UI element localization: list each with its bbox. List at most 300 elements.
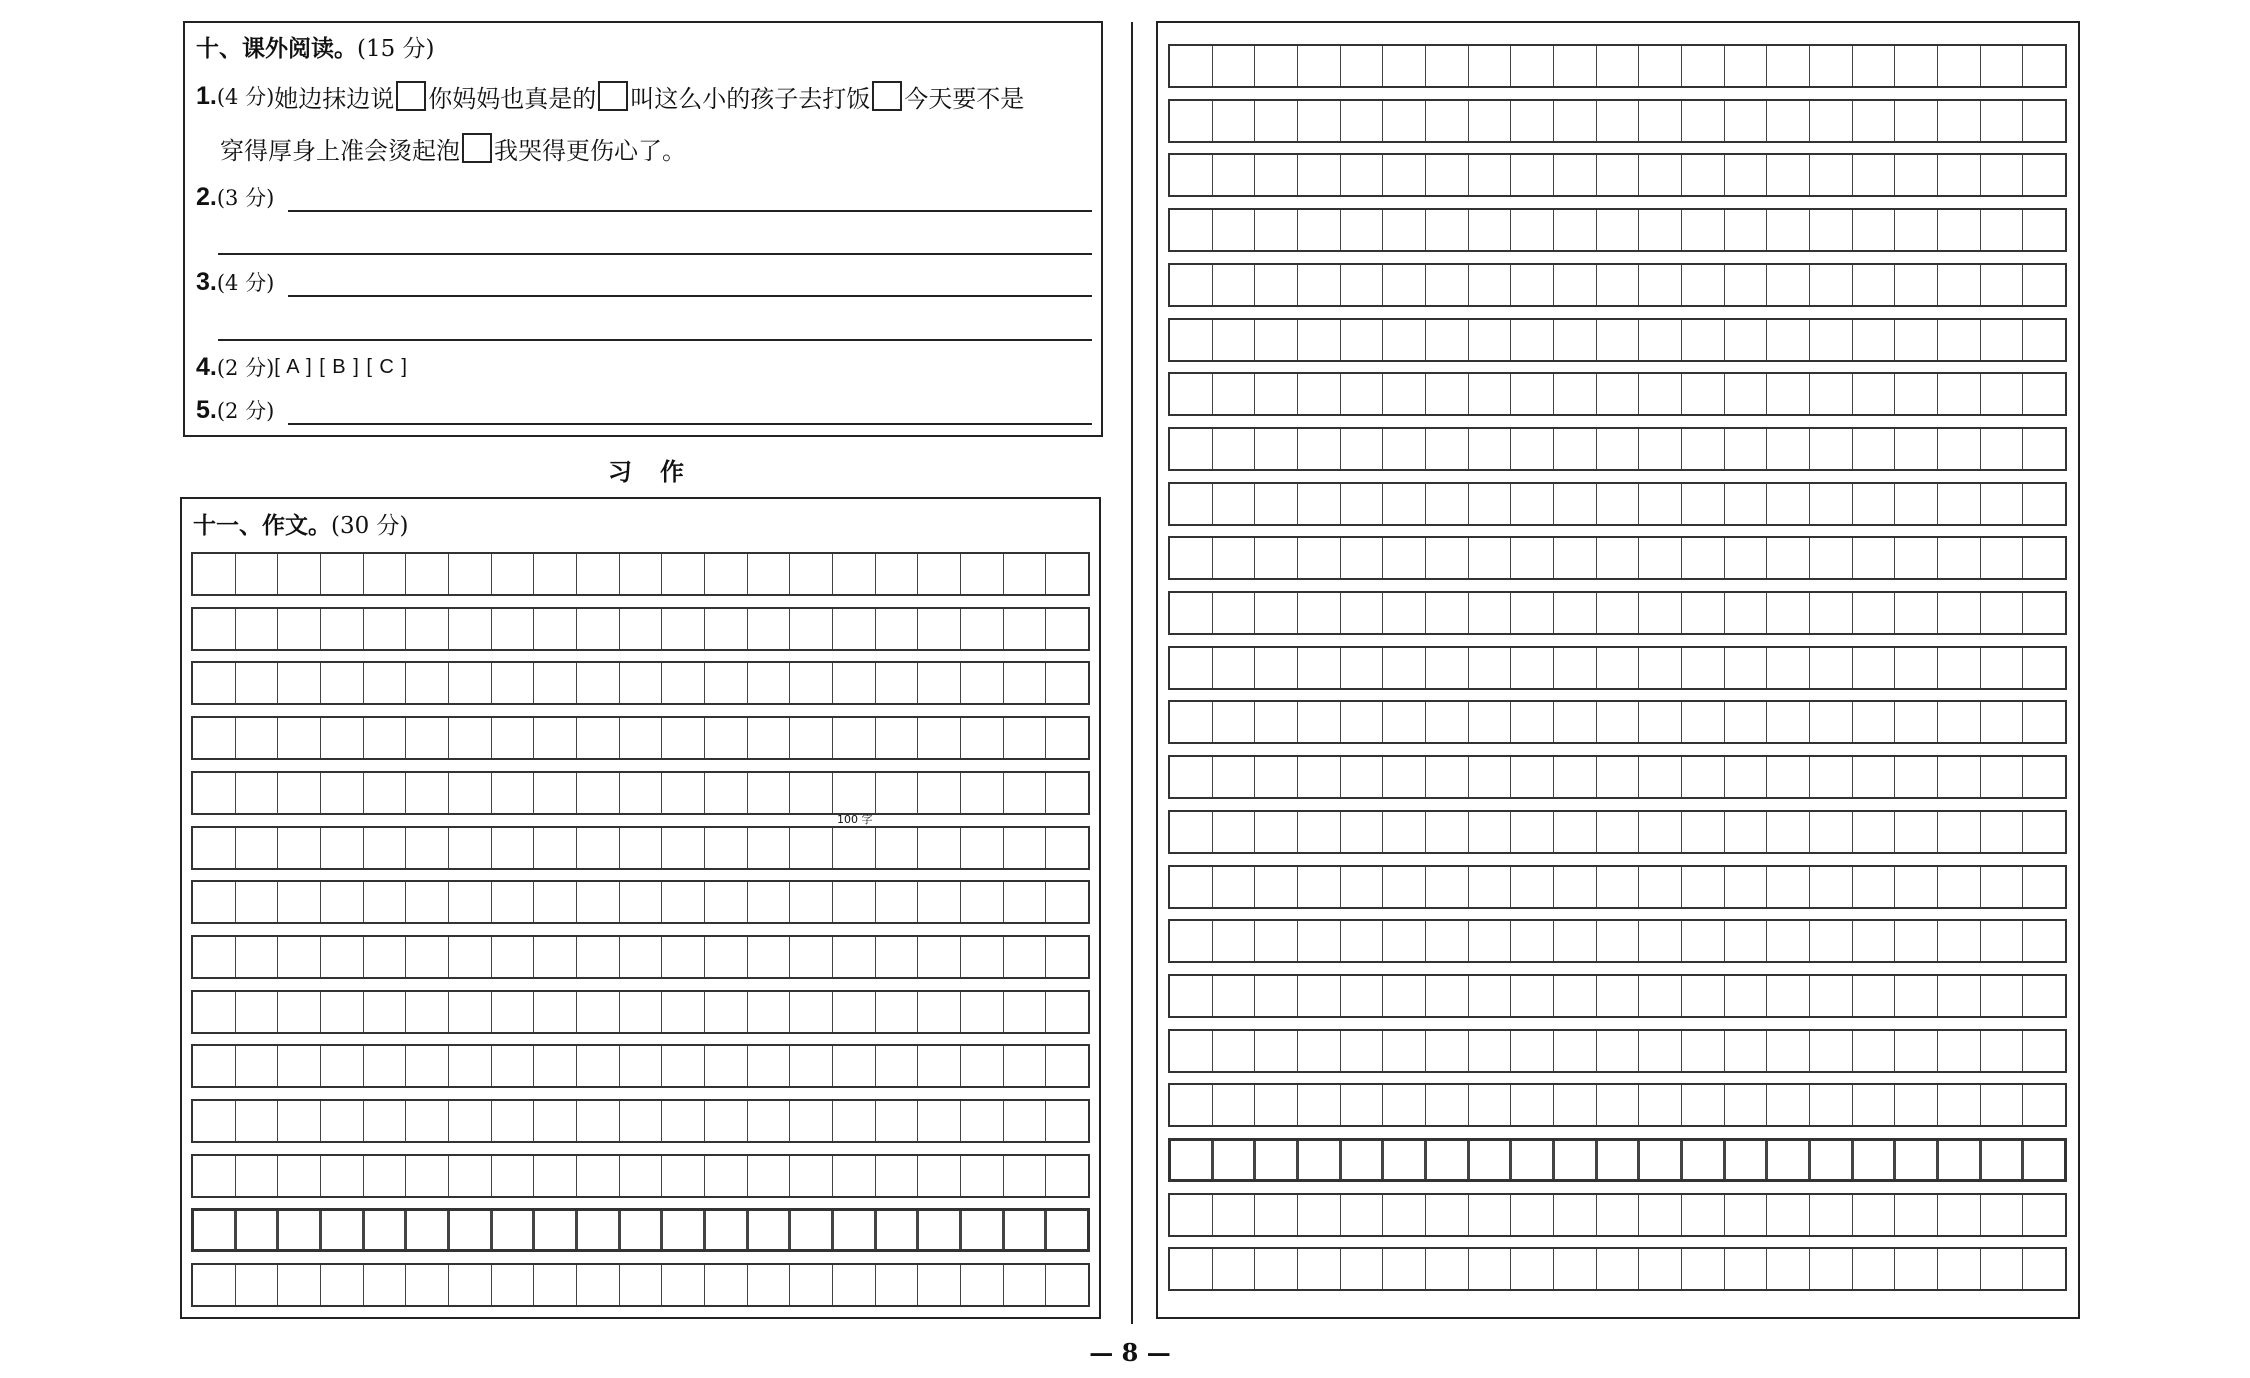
- grid-cell[interactable]: [1213, 1085, 1256, 1125]
- grid-cell[interactable]: [1895, 429, 1938, 469]
- grid-cell[interactable]: [2023, 46, 2065, 86]
- grid-cell[interactable]: [961, 554, 1004, 594]
- grid-cell[interactable]: [1469, 46, 1512, 86]
- grid-cell[interactable]: [1383, 921, 1426, 961]
- grid-cell[interactable]: [1895, 867, 1938, 907]
- grid-cell[interactable]: [1341, 320, 1384, 360]
- grid-cell[interactable]: [1981, 265, 2024, 305]
- grid-cell[interactable]: [790, 1156, 833, 1196]
- grid-cell[interactable]: [1470, 1141, 1513, 1179]
- punctuation-blank-1[interactable]: [396, 81, 426, 111]
- grid-cell[interactable]: [1895, 320, 1938, 360]
- grid-cell[interactable]: [1767, 1195, 1810, 1235]
- grid-cell[interactable]: [1725, 757, 1768, 797]
- grid-cell[interactable]: [364, 663, 407, 703]
- grid-cell[interactable]: [364, 1101, 407, 1141]
- grid-cell[interactable]: [749, 1211, 792, 1249]
- grid-cell[interactable]: [961, 773, 1004, 813]
- grid-cell[interactable]: [1725, 867, 1768, 907]
- grid-cell[interactable]: [1341, 484, 1384, 524]
- grid-cell[interactable]: [493, 1211, 536, 1249]
- grid-cell[interactable]: [1810, 265, 1853, 305]
- grid-cell[interactable]: [1341, 1085, 1384, 1125]
- grid-cell[interactable]: [1170, 210, 1213, 250]
- grid-cell[interactable]: [1341, 921, 1384, 961]
- grid-cell[interactable]: [790, 992, 833, 1032]
- grid-cell[interactable]: [1469, 976, 1512, 1016]
- grid-cell[interactable]: [1469, 429, 1512, 469]
- grid-cell[interactable]: [919, 1211, 962, 1249]
- grid-cell[interactable]: [278, 1101, 321, 1141]
- grid-cell[interactable]: [1004, 609, 1047, 649]
- grid-cell[interactable]: [1170, 484, 1213, 524]
- grid-cell[interactable]: [1426, 265, 1469, 305]
- grid-cell[interactable]: [1554, 210, 1597, 250]
- grid-cell[interactable]: [1298, 648, 1341, 688]
- grid-row[interactable]: [1168, 755, 2067, 799]
- grid-cell[interactable]: [705, 773, 748, 813]
- grid-cell[interactable]: [1554, 46, 1597, 86]
- grid-cell[interactable]: [1767, 702, 1810, 742]
- grid-cell[interactable]: [1853, 1085, 1896, 1125]
- grid-cell[interactable]: [1639, 976, 1682, 1016]
- grid-cell[interactable]: [449, 554, 492, 594]
- grid-cell[interactable]: [1683, 1141, 1726, 1179]
- grid-cell[interactable]: [1511, 1031, 1554, 1071]
- grid-row[interactable]: [191, 552, 1090, 596]
- grid-cell[interactable]: [1255, 1085, 1298, 1125]
- grid-cell[interactable]: [918, 609, 961, 649]
- grid-cell[interactable]: [790, 937, 833, 977]
- grid-cell[interactable]: [1639, 46, 1682, 86]
- grid-cell[interactable]: [748, 1156, 791, 1196]
- grid-cell[interactable]: [1170, 1249, 1213, 1289]
- grid-cell[interactable]: [1255, 976, 1298, 1016]
- grid-cell[interactable]: [663, 1211, 706, 1249]
- grid-cell[interactable]: [876, 1046, 919, 1086]
- grid-cell[interactable]: [1255, 1249, 1298, 1289]
- grid-cell[interactable]: [1004, 773, 1047, 813]
- grid-cell[interactable]: [1511, 648, 1554, 688]
- grid-cell[interactable]: [278, 1046, 321, 1086]
- grid-cell[interactable]: [706, 1211, 749, 1249]
- grid-cell[interactable]: [1853, 538, 1896, 578]
- grid-row[interactable]: [191, 1263, 1090, 1307]
- grid-cell[interactable]: [534, 609, 577, 649]
- grid-cell[interactable]: [1004, 992, 1047, 1032]
- grid-cell[interactable]: [1682, 1249, 1725, 1289]
- grid-cell[interactable]: [193, 828, 236, 868]
- grid-cell[interactable]: [1767, 46, 1810, 86]
- grid-cell[interactable]: [1341, 155, 1384, 195]
- grid-cell[interactable]: [876, 554, 919, 594]
- grid-cell[interactable]: [1725, 429, 1768, 469]
- grid-cell[interactable]: [918, 937, 961, 977]
- grid-cell[interactable]: [1383, 320, 1426, 360]
- grid-cell[interactable]: [1598, 1141, 1641, 1179]
- grid-cell[interactable]: [1213, 921, 1256, 961]
- grid-cell[interactable]: [193, 554, 236, 594]
- grid-cell[interactable]: [1810, 1085, 1853, 1125]
- grid-cell[interactable]: [1383, 757, 1426, 797]
- grid-cell[interactable]: [1853, 1031, 1896, 1071]
- grid-cell[interactable]: [2023, 757, 2065, 797]
- grid-cell[interactable]: [534, 1046, 577, 1086]
- grid-cell[interactable]: [662, 663, 705, 703]
- grid-cell[interactable]: [1981, 429, 2024, 469]
- grid-cell[interactable]: [1810, 101, 1853, 141]
- grid-cell[interactable]: [1298, 1195, 1341, 1235]
- grid-cell[interactable]: [918, 1156, 961, 1196]
- grid-cell[interactable]: [577, 882, 620, 922]
- grid-cell[interactable]: [1469, 538, 1512, 578]
- grid-cell[interactable]: [1255, 921, 1298, 961]
- grid-cell[interactable]: [705, 718, 748, 758]
- grid-cell[interactable]: [1895, 921, 1938, 961]
- grid-cell[interactable]: [2023, 921, 2065, 961]
- grid-cell[interactable]: [492, 554, 535, 594]
- grid-cell[interactable]: [321, 663, 364, 703]
- grid-cell[interactable]: [1597, 812, 1640, 852]
- grid-cell[interactable]: [236, 992, 279, 1032]
- grid-cell[interactable]: [1046, 1046, 1088, 1086]
- grid-row[interactable]: [1168, 1029, 2067, 1073]
- grid-cell[interactable]: [1170, 429, 1213, 469]
- grid-cell[interactable]: [1255, 702, 1298, 742]
- grid-cell[interactable]: [492, 718, 535, 758]
- grid-cell[interactable]: [1895, 101, 1938, 141]
- grid-cell[interactable]: [1298, 374, 1341, 414]
- grid-cell[interactable]: [1682, 593, 1725, 633]
- grid-cell[interactable]: [1639, 867, 1682, 907]
- grid-cell[interactable]: [1469, 374, 1512, 414]
- grid-cell[interactable]: [321, 1046, 364, 1086]
- grid-cell[interactable]: [1938, 702, 1981, 742]
- grid-cell[interactable]: [1213, 101, 1256, 141]
- grid-cell[interactable]: [1810, 320, 1853, 360]
- grid-row[interactable]: [1168, 919, 2067, 963]
- grid-cell[interactable]: [278, 1156, 321, 1196]
- grid-cell[interactable]: [1426, 538, 1469, 578]
- grid-cell[interactable]: [534, 937, 577, 977]
- grid-cell[interactable]: [406, 1156, 449, 1196]
- grid-cell[interactable]: [1810, 812, 1853, 852]
- grid-cell[interactable]: [833, 1156, 876, 1196]
- grid-cell[interactable]: [193, 773, 236, 813]
- grid-cell[interactable]: [1255, 155, 1298, 195]
- grid-cell[interactable]: [1511, 46, 1554, 86]
- grid-cell[interactable]: [1639, 648, 1682, 688]
- grid-row[interactable]: [1168, 1083, 2067, 1127]
- grid-cell[interactable]: [1298, 1031, 1341, 1071]
- grid-cell[interactable]: [918, 992, 961, 1032]
- grid-row[interactable]: [191, 935, 1090, 979]
- grid-cell[interactable]: [1170, 1085, 1213, 1125]
- grid-cell[interactable]: [705, 1156, 748, 1196]
- grid-row[interactable]: [191, 880, 1090, 924]
- grid-row[interactable]: [1168, 1247, 2067, 1291]
- grid-cell[interactable]: [1554, 593, 1597, 633]
- grid-cell[interactable]: [1469, 155, 1512, 195]
- grid-cell[interactable]: [406, 554, 449, 594]
- grid-cell[interactable]: [833, 1265, 876, 1305]
- grid-cell[interactable]: [1725, 210, 1768, 250]
- grid-cell[interactable]: [621, 1211, 664, 1249]
- grid-cell[interactable]: [1981, 374, 2024, 414]
- grid-cell[interactable]: [236, 1046, 279, 1086]
- grid-cell[interactable]: [1004, 1156, 1047, 1196]
- grid-cell[interactable]: [961, 663, 1004, 703]
- grid-cell[interactable]: [1639, 593, 1682, 633]
- grid-cell[interactable]: [1597, 1085, 1640, 1125]
- grid-cell[interactable]: [492, 1046, 535, 1086]
- grid-cell[interactable]: [1426, 374, 1469, 414]
- grid-cell[interactable]: [1853, 1249, 1896, 1289]
- grid-cell[interactable]: [918, 882, 961, 922]
- grid-cell[interactable]: [1682, 757, 1725, 797]
- grid-cell[interactable]: [1682, 867, 1725, 907]
- grid-cell[interactable]: [236, 554, 279, 594]
- grid-cell[interactable]: [1469, 812, 1512, 852]
- grid-cell[interactable]: [1810, 702, 1853, 742]
- grid-cell[interactable]: [236, 773, 279, 813]
- grid-cell[interactable]: [1469, 921, 1512, 961]
- grid-cell[interactable]: [620, 828, 663, 868]
- grid-cell[interactable]: [1341, 648, 1384, 688]
- grid-cell[interactable]: [1213, 155, 1256, 195]
- grid-cell[interactable]: [1682, 210, 1725, 250]
- grid-cell[interactable]: [1555, 1141, 1598, 1179]
- grid-cell[interactable]: [1726, 1141, 1769, 1179]
- grid-cell[interactable]: [321, 828, 364, 868]
- grid-cell[interactable]: [1426, 1085, 1469, 1125]
- grid-cell[interactable]: [961, 1156, 1004, 1196]
- grid-cell[interactable]: [1767, 538, 1810, 578]
- grid-cell[interactable]: [1383, 101, 1426, 141]
- grid-cell[interactable]: [918, 773, 961, 813]
- grid-cell[interactable]: [1170, 46, 1213, 86]
- grid-cell[interactable]: [1811, 1141, 1854, 1179]
- grid-cell[interactable]: [1810, 1195, 1853, 1235]
- grid-cell[interactable]: [1981, 484, 2024, 524]
- grid-cell[interactable]: [1767, 976, 1810, 1016]
- grid-cell[interactable]: [1597, 101, 1640, 141]
- grid-cell[interactable]: [1597, 374, 1640, 414]
- grid-cell[interactable]: [1682, 1085, 1725, 1125]
- grid-cell[interactable]: [1213, 812, 1256, 852]
- grid-cell[interactable]: [2023, 101, 2065, 141]
- grid-cell[interactable]: [1046, 1156, 1088, 1196]
- grid-cell[interactable]: [1213, 538, 1256, 578]
- grid-cell[interactable]: [1383, 648, 1426, 688]
- grid-cell[interactable]: [1213, 702, 1256, 742]
- grid-cell[interactable]: [364, 1265, 407, 1305]
- grid-cell[interactable]: [364, 773, 407, 813]
- grid-cell[interactable]: [1383, 976, 1426, 1016]
- grid-cell[interactable]: [1554, 1031, 1597, 1071]
- grid-cell[interactable]: [1554, 976, 1597, 1016]
- grid-cell[interactable]: [876, 1156, 919, 1196]
- punctuation-blank-3[interactable]: [872, 81, 902, 111]
- grid-cell[interactable]: [449, 1046, 492, 1086]
- grid-cell[interactable]: [1938, 976, 1981, 1016]
- grid-cell[interactable]: [1469, 1085, 1512, 1125]
- grid-cell[interactable]: [1895, 593, 1938, 633]
- grid-cell[interactable]: [748, 828, 791, 868]
- grid-cell[interactable]: [961, 1101, 1004, 1141]
- grid-cell[interactable]: [1005, 1211, 1048, 1249]
- grid-cell[interactable]: [1767, 101, 1810, 141]
- grid-cell[interactable]: [1938, 812, 1981, 852]
- grid-cell[interactable]: [1383, 210, 1426, 250]
- grid-cell[interactable]: [1213, 374, 1256, 414]
- grid-cell[interactable]: [322, 1211, 365, 1249]
- grid-cell[interactable]: [193, 937, 236, 977]
- grid-cell[interactable]: [406, 1265, 449, 1305]
- grid-cell[interactable]: [1426, 320, 1469, 360]
- grid-cell[interactable]: [1767, 757, 1810, 797]
- grid-cell[interactable]: [1853, 155, 1896, 195]
- grid-cell[interactable]: [748, 937, 791, 977]
- grid-cell[interactable]: [1767, 1031, 1810, 1071]
- grid-cell[interactable]: [1554, 155, 1597, 195]
- grid-cell[interactable]: [1299, 1141, 1342, 1179]
- grid-cell[interactable]: [1682, 46, 1725, 86]
- grid-cell[interactable]: [2023, 210, 2065, 250]
- grid-cell[interactable]: [236, 828, 279, 868]
- grid-cell[interactable]: [1046, 1265, 1088, 1305]
- grid-cell[interactable]: [194, 1211, 237, 1249]
- grid-row[interactable]: [191, 1099, 1090, 1143]
- grid-cell[interactable]: [1810, 429, 1853, 469]
- grid-cell[interactable]: [578, 1211, 621, 1249]
- grid-cell[interactable]: [1298, 484, 1341, 524]
- grid-cell[interactable]: [662, 937, 705, 977]
- grid-cell[interactable]: [1383, 812, 1426, 852]
- grid-cell[interactable]: [876, 663, 919, 703]
- grid-cell[interactable]: [1511, 538, 1554, 578]
- grid-cell[interactable]: [620, 937, 663, 977]
- grid-row[interactable]: [1168, 591, 2067, 635]
- grid-cell[interactable]: [1938, 484, 1981, 524]
- grid-cell[interactable]: [1426, 210, 1469, 250]
- grid-cell[interactable]: [193, 663, 236, 703]
- grid-cell[interactable]: [748, 992, 791, 1032]
- grid-cell[interactable]: [1597, 320, 1640, 360]
- grid-cell[interactable]: [1938, 155, 1981, 195]
- grid-cell[interactable]: [1597, 429, 1640, 469]
- grid-cell[interactable]: [833, 937, 876, 977]
- grid-cell[interactable]: [1554, 320, 1597, 360]
- grid-cell[interactable]: [1469, 320, 1512, 360]
- grid-cell[interactable]: [918, 554, 961, 594]
- grid-cell[interactable]: [1767, 155, 1810, 195]
- grid-cell[interactable]: [1511, 593, 1554, 633]
- grid-cell[interactable]: [1341, 46, 1384, 86]
- grid-cell[interactable]: [2023, 1249, 2065, 1289]
- grid-cell[interactable]: [1639, 812, 1682, 852]
- grid-cell[interactable]: [1810, 210, 1853, 250]
- grid-cell[interactable]: [449, 882, 492, 922]
- grid-cell[interactable]: [1810, 538, 1853, 578]
- grid-cell[interactable]: [876, 992, 919, 1032]
- grid-cell[interactable]: [1469, 101, 1512, 141]
- grid-cell[interactable]: [1682, 155, 1725, 195]
- grid-cell[interactable]: [449, 773, 492, 813]
- grid-cell[interactable]: [1639, 265, 1682, 305]
- grid-cell[interactable]: [1853, 429, 1896, 469]
- grid-cell[interactable]: [1004, 1265, 1047, 1305]
- grid-cell[interactable]: [1639, 374, 1682, 414]
- grid-cell[interactable]: [918, 1265, 961, 1305]
- grid-row[interactable]: [1168, 646, 2067, 690]
- grid-cell[interactable]: [1298, 538, 1341, 578]
- grid-cell[interactable]: [748, 1265, 791, 1305]
- grid-row[interactable]: [1168, 427, 2067, 471]
- grid-cell[interactable]: [278, 882, 321, 922]
- grid-cell[interactable]: [1469, 593, 1512, 633]
- grid-cell[interactable]: [577, 1265, 620, 1305]
- grid-cell[interactable]: [1469, 757, 1512, 797]
- grid-row[interactable]: [1168, 44, 2067, 88]
- grid-cell[interactable]: [321, 1101, 364, 1141]
- grid-cell[interactable]: [1597, 867, 1640, 907]
- grid-cell[interactable]: [1853, 812, 1896, 852]
- grid-cell[interactable]: [449, 992, 492, 1032]
- grid-cell[interactable]: [1213, 593, 1256, 633]
- grid-cell[interactable]: [918, 1101, 961, 1141]
- grid-cell[interactable]: [834, 1211, 877, 1249]
- grid-cell[interactable]: [1426, 1195, 1469, 1235]
- grid-row[interactable]: [1168, 865, 2067, 909]
- grid-cell[interactable]: [534, 828, 577, 868]
- grid-cell[interactable]: [577, 828, 620, 868]
- grid-cell[interactable]: [1511, 812, 1554, 852]
- grid-cell[interactable]: [1597, 1249, 1640, 1289]
- grid-row[interactable]: [1168, 1193, 2067, 1237]
- grid-cell[interactable]: [1895, 976, 1938, 1016]
- grid-cell[interactable]: [2023, 265, 2065, 305]
- grid-cell[interactable]: [1469, 1031, 1512, 1071]
- grid-cell[interactable]: [1341, 1195, 1384, 1235]
- grid-cell[interactable]: [364, 609, 407, 649]
- grid-cell[interactable]: [1426, 155, 1469, 195]
- grid-cell[interactable]: [279, 1211, 322, 1249]
- grid-cell[interactable]: [1853, 320, 1896, 360]
- grid-cell[interactable]: [1554, 374, 1597, 414]
- grid-cell[interactable]: [790, 1265, 833, 1305]
- grid-cell[interactable]: [1895, 46, 1938, 86]
- grid-cell[interactable]: [1895, 538, 1938, 578]
- grid-cell[interactable]: [534, 663, 577, 703]
- question-3-answer-line-1[interactable]: [288, 295, 1092, 297]
- grid-cell[interactable]: [1512, 1141, 1555, 1179]
- grid-cell[interactable]: [1895, 484, 1938, 524]
- grid-cell[interactable]: [1895, 648, 1938, 688]
- grid-cell[interactable]: [1767, 1085, 1810, 1125]
- grid-cell[interactable]: [1597, 484, 1640, 524]
- grid-cell[interactable]: [1341, 429, 1384, 469]
- grid-cell[interactable]: [1170, 538, 1213, 578]
- grid-cell[interactable]: [1341, 812, 1384, 852]
- grid-cell[interactable]: [833, 609, 876, 649]
- grid-cell[interactable]: [2023, 702, 2065, 742]
- grid-cell[interactable]: [876, 937, 919, 977]
- grid-cell[interactable]: [534, 1156, 577, 1196]
- grid-cell[interactable]: [1767, 812, 1810, 852]
- grid-cell[interactable]: [278, 992, 321, 1032]
- grid-cell[interactable]: [193, 718, 236, 758]
